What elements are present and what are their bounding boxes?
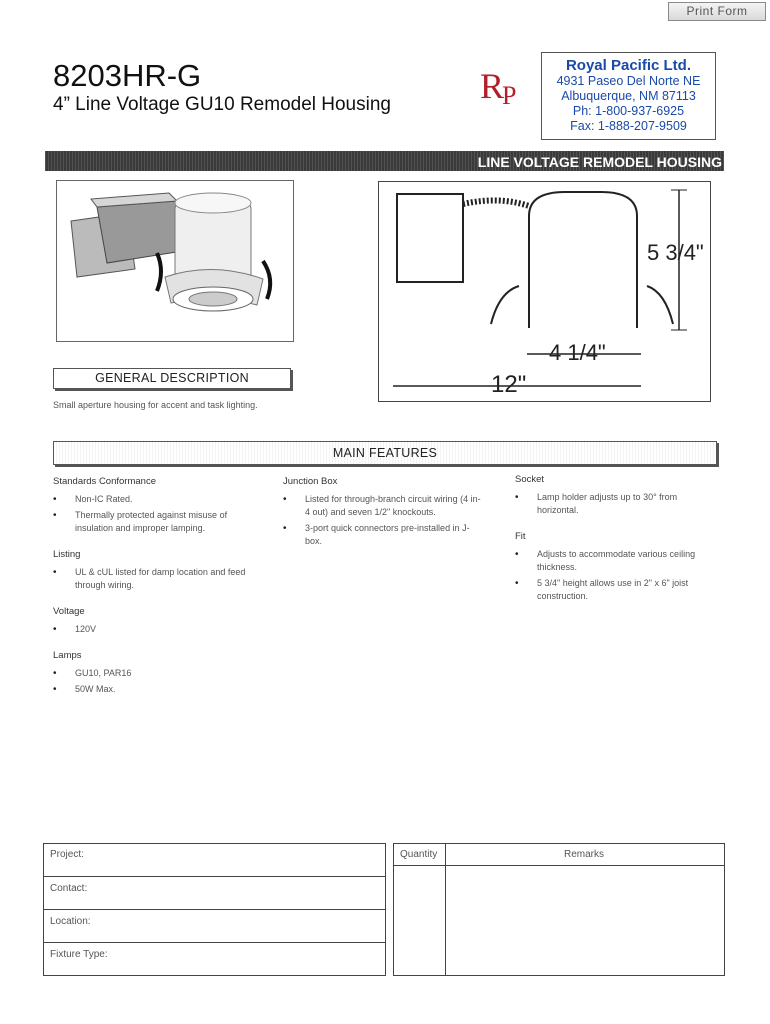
- print-form-button[interactable]: Print Form: [668, 2, 766, 21]
- section-banner: LINE VOLTAGE REMODEL HOUSING: [45, 151, 724, 171]
- standards-heading: Standards Conformance: [53, 476, 156, 487]
- list-item: • UL & cUL listed for damp location and feed through wiring.: [53, 566, 258, 592]
- listing-list: [53, 566, 258, 592]
- junction-box-heading: Junction Box: [283, 476, 338, 487]
- address-line-2: Albuquerque, NM 87113: [561, 89, 696, 103]
- remarks-label: Remarks: [564, 849, 605, 860]
- features-column-1: [53, 476, 258, 710]
- length-dimension: 12": [491, 371, 527, 398]
- voltage-heading: Voltage: [53, 606, 85, 617]
- features-column-2: [283, 476, 483, 562]
- socket-heading: Socket: [515, 474, 545, 485]
- fit-list: [515, 548, 715, 603]
- fax-number: Fax: 1-888-207-9509: [570, 119, 687, 133]
- aperture-dimension: 4 1/4": [549, 340, 606, 365]
- quantity-remarks-header: [394, 844, 724, 866]
- lamps-list: [53, 667, 258, 696]
- socket-list: [515, 491, 715, 517]
- company-logo: [478, 60, 528, 110]
- list-item: • GU10, PAR16: [53, 667, 258, 680]
- standards-list: [53, 493, 258, 535]
- height-dimension: 5 3/4": [647, 240, 704, 265]
- list-item: • Non-IC Rated.: [53, 493, 258, 506]
- contact-field[interactable]: Contact:: [44, 876, 385, 909]
- contact-box: [541, 52, 716, 140]
- fit-heading: Fit: [515, 531, 526, 542]
- voltage-list: [53, 623, 258, 636]
- main-features-heading: MAIN FEATURES: [53, 441, 717, 465]
- list-item: • Lamp holder adjusts up to 30° from horizontal.: [515, 491, 715, 517]
- product-photo: [56, 180, 294, 342]
- product-subtitle: 4” Line Voltage GU10 Remodel Housing: [53, 94, 391, 115]
- project-field[interactable]: Project:: [50, 849, 84, 860]
- list-item: • 5 3/4" height allows use in 2" x 6" joist construction.: [515, 577, 715, 603]
- project-info-form: [43, 843, 386, 976]
- svg-text:P: P: [502, 81, 517, 110]
- quantity-label: Quantity: [400, 849, 438, 860]
- company-name: Royal Pacific Ltd.: [565, 57, 692, 74]
- svg-text:R: R: [480, 66, 505, 106]
- list-item: • Adjusts to accommodate various ceiling thickness.: [515, 548, 715, 574]
- list-item: • Thermally protected against misuse of insulation and improper lamping.: [53, 509, 258, 535]
- fixture-type-field[interactable]: Fixture Type:: [44, 942, 385, 975]
- list-item: • Listed for through-branch circuit wiring (4 in-4 out) and seven 1/2" knockouts.: [283, 493, 483, 519]
- list-item: • 120V: [53, 623, 258, 636]
- model-number: 8203HR-G: [53, 58, 202, 93]
- features-column-3: [515, 474, 715, 617]
- location-field[interactable]: Location:: [44, 909, 385, 942]
- lamps-heading: Lamps: [53, 650, 82, 661]
- remarks-field[interactable]: [446, 866, 724, 975]
- general-description-text: Small aperture housing for accent and task lighting.: [53, 400, 258, 410]
- listing-heading: Listing: [53, 549, 81, 560]
- list-item: • 3-port quick connectors pre-installed in J-box.: [283, 522, 483, 548]
- junction-box-list: [283, 493, 483, 548]
- address-line-1: 4931 Paseo Del Norte NE: [556, 74, 701, 88]
- quantity-field[interactable]: [394, 866, 445, 975]
- list-item: • 50W Max.: [53, 683, 258, 696]
- general-description-heading: GENERAL DESCRIPTION: [53, 368, 291, 389]
- phone-number: Ph: 1-800-937-6925: [572, 104, 685, 118]
- dimension-drawing: [378, 181, 711, 402]
- quantity-remarks-form: [393, 843, 725, 976]
